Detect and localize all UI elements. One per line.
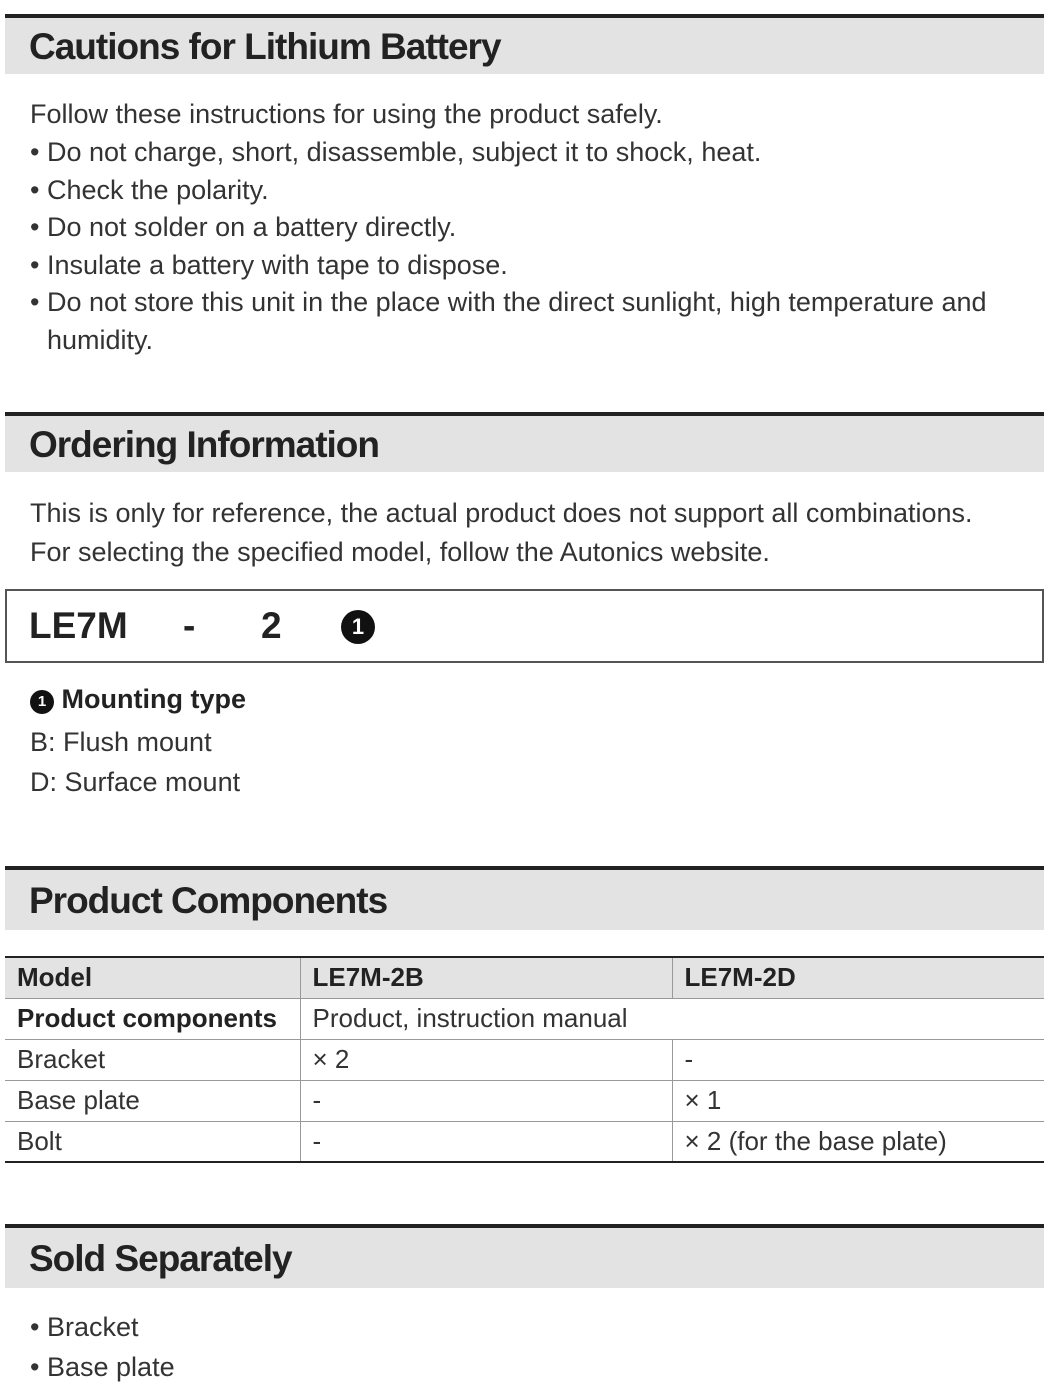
model-code-box (5, 589, 1044, 663)
header-le7m-2b: LE7M-2B (300, 957, 672, 998)
header-model: Model (5, 957, 300, 998)
table-row (5, 1080, 1044, 1121)
table-row (5, 1039, 1044, 1080)
list-item: • Check the polarity. (30, 172, 990, 210)
model-option-marker: 1 (341, 610, 375, 644)
cautions-section-header (5, 14, 1044, 74)
mounting-marker: 1 (30, 690, 54, 714)
mounting-option-surface: D: Surface mount (30, 767, 241, 797)
table-row (5, 998, 1044, 1039)
table-row (5, 1121, 1044, 1162)
bracket-2b: × 2 (300, 1039, 672, 1080)
mounting-type-heading (30, 684, 246, 715)
list-item: • Do not store this unit in the place with the direct sunlight, high temperature and humidity. (30, 284, 990, 359)
header-le7m-2d: LE7M-2D (672, 957, 1044, 998)
bolt-2d: × 2 (for the base plate) (672, 1121, 1044, 1162)
ordering-note-1: This is only for reference, the actual product does not support all combinations. (30, 498, 973, 528)
product-components-value: Product, instruction manual (300, 998, 1044, 1039)
row-label-base-plate: Base plate (5, 1080, 300, 1121)
ordering-title: Ordering Information (29, 424, 379, 465)
table-header-row (5, 957, 1044, 998)
base-plate-2d: × 1 (672, 1080, 1044, 1121)
ordering-section-header (5, 412, 1044, 472)
components-section-header (5, 866, 1044, 930)
row-label-product-components: Product components (5, 998, 300, 1039)
bolt-2b: - (300, 1121, 672, 1162)
sold-section-header (5, 1224, 1044, 1288)
list-item: • Insulate a battery with tape to dispose. (30, 247, 990, 285)
cautions-list (30, 134, 990, 359)
row-label-bolt: Bolt (5, 1121, 300, 1162)
model-dash: - (183, 605, 196, 646)
ordering-note-2: For selecting the specified model, follow the Autonics website. (30, 537, 770, 567)
base-plate-2b: - (300, 1080, 672, 1121)
components-title: Product Components (29, 880, 388, 921)
cautions-title: Cautions for Lithium Battery (29, 26, 501, 67)
model-base: LE7M (29, 605, 128, 646)
row-label-bracket: Bracket (5, 1039, 300, 1080)
components-table (5, 956, 1044, 1163)
bracket-2d: - (672, 1039, 1044, 1080)
model-number: 2 (261, 605, 282, 646)
sold-title: Sold Separately (29, 1238, 292, 1279)
cautions-intro: Follow these instructions for using the product safely. (30, 99, 663, 129)
list-item: • Bracket (30, 1307, 175, 1347)
list-item: • Do not solder on a battery directly. (30, 209, 990, 247)
sold-list (30, 1307, 175, 1387)
mounting-type-title: Mounting type (61, 684, 246, 714)
list-item: • Do not charge, short, disassemble, subject it to shock, heat. (30, 134, 990, 172)
mounting-option-flush: B: Flush mount (30, 727, 212, 757)
list-item: • Base plate (30, 1347, 175, 1387)
